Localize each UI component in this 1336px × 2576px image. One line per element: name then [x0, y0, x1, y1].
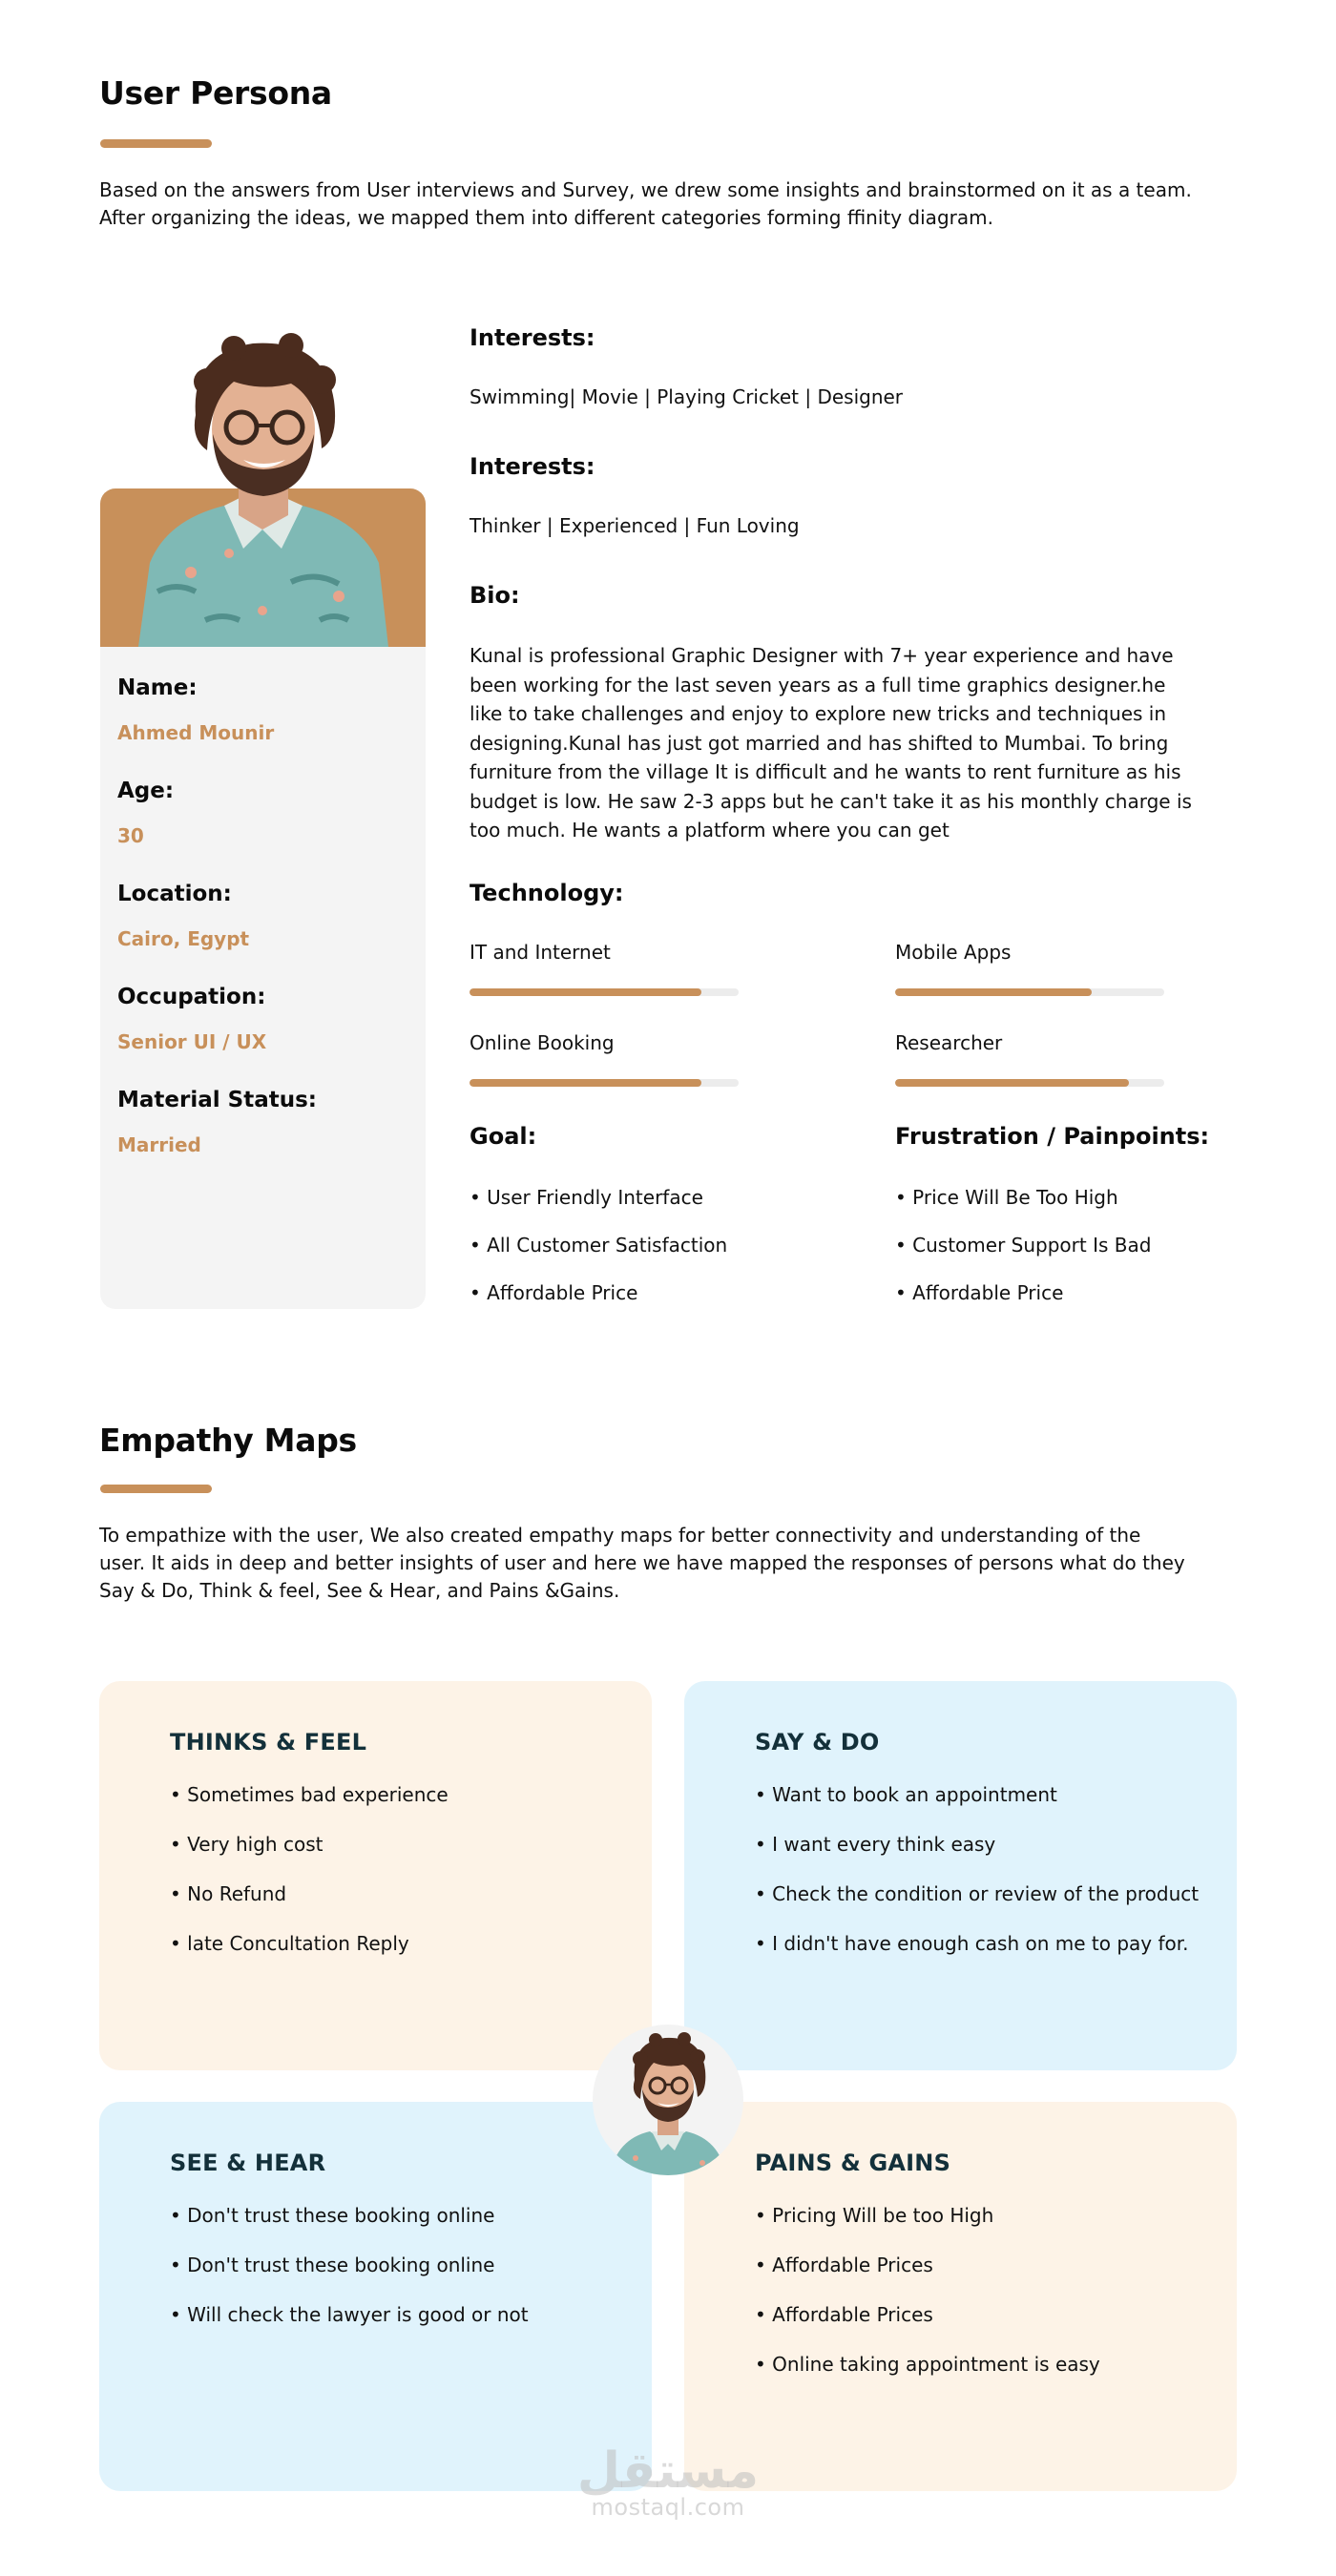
empathy-item: • Don't trust these booking online — [170, 2204, 495, 2227]
bio-text: Kunal is professional Graphic Designer with 7+ year experience and have been working for the last seven years as a full time graphics designer.he like to take challenges and enjoy to explore new tricks and techniques in designing.Kunal has just got married and has shifted to Mumbai. To bring furniture from the village It is difficult and he wants to rent furniture as his budget is low. He saw 2-3 apps but he can't take it as his monthly charge is too much. He wants a platform where you can get — [470, 644, 1192, 841]
empathy-intro — [99, 1522, 1273, 1605]
profile-photo — [100, 324, 426, 647]
traits-title: Interests: — [470, 453, 595, 480]
empathy-item: • Very high cost — [170, 1833, 324, 1856]
tech-item-it-internet — [470, 941, 739, 996]
name-value: Ahmed Mounir — [117, 721, 275, 744]
frustration-item: • Price Will Be Too High — [895, 1186, 1118, 1209]
goal-item: • User Friendly Interface — [470, 1186, 703, 1209]
empathy-card-title: THINKS & FEEL — [170, 1729, 367, 1755]
frustration-title: Frustration / Painpoints: — [895, 1123, 1210, 1150]
tech-progress-track — [895, 988, 1164, 996]
persona-title: User Persona — [99, 74, 332, 112]
age-value: 30 — [117, 824, 144, 847]
frustration-item: • Affordable Price — [895, 1281, 1064, 1304]
tech-progress-fill — [470, 988, 701, 996]
empathy-title: Empathy Maps — [99, 1422, 357, 1459]
tech-progress-fill — [470, 1079, 701, 1087]
empathy-card-pains-gains — [684, 2102, 1237, 2491]
occupation-label: Occupation: — [117, 985, 266, 1009]
frustration-item: • Customer Support Is Bad — [895, 1234, 1152, 1257]
watermark-logo-arabic: مستقل — [576, 2442, 760, 2500]
empathy-card-title: SEE & HEAR — [170, 2150, 326, 2176]
goal-item: • Affordable Price — [470, 1281, 638, 1304]
bio-title: Bio: — [470, 582, 520, 609]
profile-info-card — [100, 647, 426, 1309]
empathy-intro-line-2: user. It aids in deep and better insights of user and here we have mapped the responses of persons what do they — [99, 1551, 1185, 1574]
empathy-item: • Want to book an appointment — [755, 1783, 1057, 1806]
empathy-item: • Affordable Prices — [755, 2254, 933, 2276]
persona-intro — [99, 177, 1273, 232]
marital-status-label: Material Status: — [117, 1088, 317, 1112]
empathy-card-thinks-feel — [99, 1681, 652, 2070]
tech-label: Mobile Apps — [895, 941, 1012, 964]
person-portrait-icon — [100, 324, 426, 647]
tech-item-online-booking — [470, 1031, 739, 1087]
empathy-item: • Check the condition or review of the product — [755, 1882, 1200, 1905]
empathy-item: • No Refund — [170, 1882, 287, 1905]
tech-progress-track — [895, 1079, 1164, 1087]
empathy-item: • I want every think easy — [755, 1833, 996, 1856]
tech-progress-fill — [895, 1079, 1129, 1087]
empathy-intro-line-1: To empathize with the user, We also created empathy maps for better connectivity and understanding of the — [99, 1524, 1141, 1547]
tech-progress-track — [470, 988, 739, 996]
watermark-logo-text: mostaql.com — [591, 2494, 745, 2521]
marital-status-value: Married — [117, 1133, 201, 1156]
interests-title: Interests: — [470, 324, 595, 351]
empathy-item: • Sometimes bad experience — [170, 1783, 449, 1806]
tech-label: IT and Internet — [470, 941, 611, 964]
tech-label: Online Booking — [470, 1031, 615, 1054]
goal-title: Goal: — [470, 1123, 537, 1150]
traits-text: Thinker | Experienced | Fun Loving — [470, 514, 800, 537]
empathy-title-accent-bar — [100, 1485, 212, 1493]
empathy-item: • Don't trust these booking online — [170, 2254, 495, 2276]
tech-label: Researcher — [895, 1031, 1003, 1054]
tech-progress-fill — [895, 988, 1092, 996]
location-value: Cairo, Egypt — [117, 927, 250, 950]
occupation-value: Senior UI / UX — [117, 1030, 267, 1053]
empathy-card-see-hear — [99, 2102, 652, 2491]
empathy-card-say-do — [684, 1681, 1237, 2070]
avatar — [593, 2025, 743, 2175]
persona-intro-line-1: Based on the answers from User interviews and Survey, we drew some insights and brainstormed on it as a team. — [99, 178, 1192, 201]
location-label: Location: — [117, 882, 232, 906]
empathy-item: • Pricing Will be too High — [755, 2204, 994, 2227]
empathy-item: • I didn't have enough cash on me to pay for. — [755, 1932, 1189, 1955]
person-portrait-icon — [593, 2025, 743, 2175]
name-label: Name: — [117, 675, 198, 700]
age-label: Age: — [117, 779, 175, 803]
empathy-item: • Online taking appointment is easy — [755, 2353, 1100, 2376]
empathy-card-title: PAINS & GAINS — [755, 2150, 951, 2176]
interests-text: Swimming| Movie | Playing Cricket | Designer — [470, 385, 904, 408]
persona-title-accent-bar — [100, 139, 212, 148]
tech-progress-track — [470, 1079, 739, 1087]
persona-intro-line-2: After organizing the ideas, we mapped them into different categories forming ffinity diagram. — [99, 206, 993, 229]
empathy-item: • Affordable Prices — [755, 2303, 933, 2326]
technology-title: Technology: — [470, 880, 624, 906]
empathy-card-title: SAY & DO — [755, 1729, 880, 1755]
empathy-intro-line-3: Say & Do, Think & feel, See & Hear, and Pains &Gains. — [99, 1579, 620, 1602]
goal-item: • All Customer Satisfaction — [470, 1234, 728, 1257]
tech-item-researcher — [895, 1031, 1164, 1087]
empathy-item: • late Concultation Reply — [170, 1932, 409, 1955]
empathy-item: • Will check the lawyer is good or not — [170, 2303, 529, 2326]
tech-item-mobile-apps — [895, 941, 1164, 996]
